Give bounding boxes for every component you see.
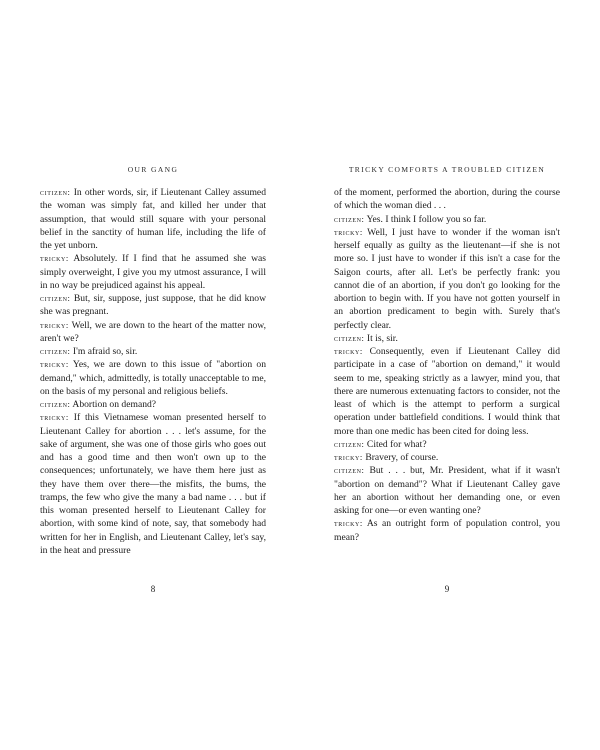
- paragraph: [40, 411, 266, 557]
- paragraph: [334, 332, 560, 345]
- speaker-label: citizen:: [40, 293, 71, 303]
- page-number-right: 9: [444, 584, 450, 594]
- dialogue-text: Well, we are down to the heart of the matter now, aren't we?: [40, 319, 266, 344]
- speaker-label: tricky:: [40, 319, 69, 330]
- speaker-label: tricky:: [40, 359, 69, 370]
- paragraph: [40, 345, 266, 358]
- speaker-label: citizen:: [334, 465, 365, 476]
- speaker-label: citizen:: [40, 187, 71, 197]
- dialogue-text: Well, I just have to wonder if the woman isn't herself equally as guilty as the lieutenant—if she is not more so. I just have to wonder if this isn't a case for the Saigon courts, after all. Let's be perfectly frank: you cannot die of an abortion, if you don't go looking for the abortion to begin with. If you have not gotten yourself in an abortion predicament to begin with. Surely that's perfectly clear.: [334, 226, 560, 331]
- paragraph: [334, 517, 560, 544]
- paragraph: [334, 226, 560, 332]
- page-number-left: 8: [150, 584, 156, 594]
- speaker-label: citizen:: [40, 346, 71, 356]
- speaker-label: citizen:: [334, 332, 365, 343]
- paragraph: [334, 451, 560, 464]
- dialogue-text: Yes, we are down to this issue of "abortion on demand," which, admittedly, is totally unacceptable to me, on the basis of my personal and religious beliefs.: [40, 359, 266, 397]
- dialogue-text: But . . . but, Mr. President, what if it wasn't "abortion on demand"? What if Lieutenant Calley gave her an abortion without her demanding one, or even asking for one—or even wanting one?: [334, 465, 560, 516]
- speaker-label: citizen:: [334, 438, 365, 449]
- right-page: [300, 0, 600, 750]
- paragraph: [40, 358, 266, 398]
- dialogue-text: It is, sir.: [366, 332, 398, 344]
- running-head-left: OUR GANG: [127, 165, 179, 174]
- speaker-label: citizen:: [40, 399, 71, 409]
- dialogue-text: In other words, sir, if Lieutenant Calley assumed the woman was simply fat, and killed her under that assumption, that would still square with your personal belief in the sanctity of human life, including the life of the yet unborn.: [40, 187, 266, 251]
- speaker-label: tricky:: [40, 253, 69, 264]
- speaker-label: citizen:: [334, 213, 365, 224]
- dialogue-text: Consequently, even if Lieutenant Calley did participate in a case of "abortion on demand," it would seem to me, speaking strictly as a lawyer, mind you, that there are numerous extenuating factors to consider, not the least of which is the attempt to perform a surgical operation under battlefield conditions. I would think that more than one medic has been cited for doing less.: [334, 346, 560, 437]
- speaker-label: tricky:: [334, 518, 363, 529]
- paragraph: [334, 464, 560, 517]
- paragraph: [334, 213, 560, 226]
- dialogue-text: I'm afraid so, sir.: [72, 346, 138, 357]
- left-page-body: [40, 186, 266, 557]
- running-head-right: TRICKY COMFORTS A TROUBLED CITIZEN: [348, 165, 546, 174]
- dialogue-text: Abortion on demand?: [72, 399, 157, 410]
- dialogue-text: Absolutely. If I find that he assumed she was simply overweight, I give you my utmost assurance, I will in no way be prejudiced against his appeal.: [40, 253, 266, 291]
- speaker-label: tricky:: [40, 412, 69, 423]
- paragraph: [40, 186, 266, 252]
- continuation-text: of the moment, performed the abortion, during the course of which the woman died . . .: [334, 187, 560, 212]
- paragraph: [40, 292, 266, 319]
- paragraph: [40, 398, 266, 411]
- dialogue-text: If this Vietnamese woman presented herself to Lieutenant Calley for abortion . . . let's assume, for the sake of argument, she was one of those girls who goes out and has a good time and then won't own up to the consequences; unfortunately, we have them here just as they have them over there—the misfits, the bums, the tramps, the few who give the many a bad name . . . but if this woman presented herself to Lieutenant Calley for abortion, with some kind of note, say, that somebody had written for her in English, and Lieutenant Calley, let's say, in the heat and pressure: [40, 412, 266, 556]
- paragraph: [334, 345, 560, 438]
- dialogue-text: Yes. I think I follow you so far.: [366, 213, 487, 225]
- paragraph: [40, 252, 266, 292]
- dialogue-text: But, sir, suppose, just suppose, that he did know she was pregnant.: [40, 293, 267, 318]
- speaker-label: tricky:: [334, 452, 363, 462]
- right-page-body: [334, 186, 560, 544]
- speaker-label: tricky:: [334, 346, 363, 356]
- paragraph: [334, 438, 560, 451]
- dialogue-text: Bravery, of course.: [365, 452, 439, 463]
- dialogue-text: As an outright form of population control, you mean?: [334, 518, 560, 543]
- dialogue-text: Cited for what?: [366, 438, 427, 450]
- paragraph: [40, 319, 266, 346]
- speaker-label: tricky:: [334, 226, 363, 237]
